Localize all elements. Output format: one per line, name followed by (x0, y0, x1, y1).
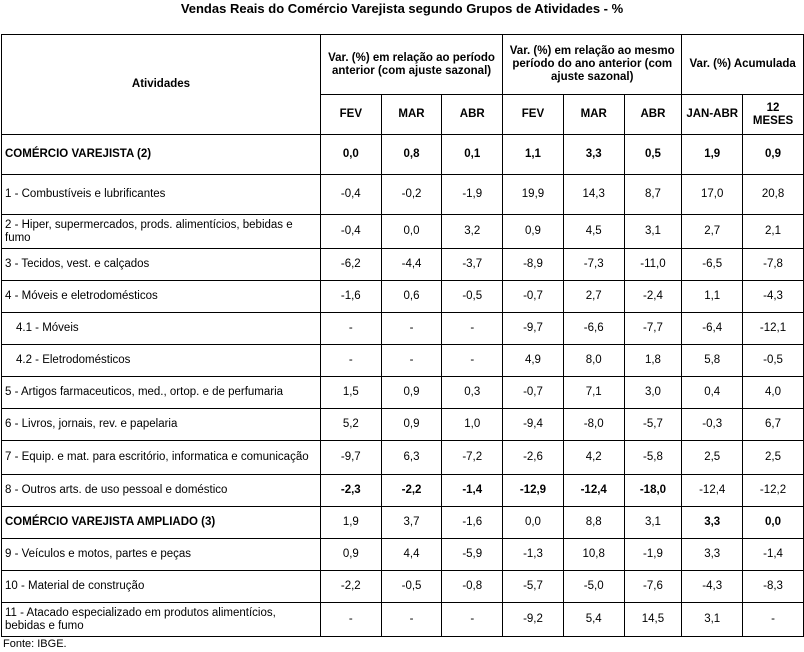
table-cell: 3,1 (682, 603, 743, 637)
table-cell: 0,0 (503, 507, 564, 539)
table-cell: 3,1 (624, 507, 682, 539)
table-cell: -0,7 (503, 281, 564, 313)
table-cell: 0,4 (682, 377, 743, 409)
header-group-previous-period: Var. (%) em relação ao período anterior (com ajuste sazonal) (320, 35, 502, 95)
table-cell: 5,4 (563, 603, 624, 637)
table-cell: -2,6 (503, 441, 564, 475)
table-cell: -2,3 (320, 475, 381, 507)
table-cell: -12,4 (682, 475, 743, 507)
table-row (2, 377, 804, 409)
table-cell: -1,6 (442, 507, 503, 539)
table-cell: -5,8 (624, 441, 682, 475)
table-cell: - (320, 345, 381, 377)
table-cell: -6,4 (682, 313, 743, 345)
row-label: 5 - Artigos farmaceuticos, med., ortop. e de perfumaria (2, 377, 321, 409)
header-col: MAR (563, 95, 624, 135)
table-cell: 17,0 (682, 175, 743, 215)
header-col: JAN-ABR (682, 95, 743, 135)
table-row (2, 249, 804, 281)
row-label: COMÉRCIO VAREJISTA (2) (2, 135, 321, 175)
row-label: 1 - Combustíveis e lubrificantes (2, 175, 321, 215)
table-cell: 0,9 (743, 135, 804, 175)
table-cell: - (442, 603, 503, 637)
table-cell: 0,0 (381, 215, 442, 249)
table-cell: 5,2 (320, 409, 381, 441)
table-cell: -0,4 (320, 215, 381, 249)
table-cell: 4,5 (563, 215, 624, 249)
table-cell: - (320, 313, 381, 345)
table-cell: 6,7 (743, 409, 804, 441)
table-cell: 2,1 (743, 215, 804, 249)
table-cell: -0,7 (503, 377, 564, 409)
table-cell: 4,0 (743, 377, 804, 409)
table-cell: - (743, 603, 804, 637)
table-cell: 0,0 (743, 507, 804, 539)
table-cell: -2,4 (624, 281, 682, 313)
row-label: 4.1 - Móveis (2, 313, 321, 345)
table-cell: - (442, 313, 503, 345)
table-row (2, 409, 804, 441)
table-cell: 0,9 (381, 409, 442, 441)
table-cell: - (381, 603, 442, 637)
row-label: 8 - Outros arts. de uso pessoal e doméstico (2, 475, 321, 507)
table-cell: -7,7 (624, 313, 682, 345)
table-cell: - (320, 603, 381, 637)
table-row (2, 175, 804, 215)
table-cell: 5,8 (682, 345, 743, 377)
table-cell: 0,6 (381, 281, 442, 313)
table-cell: -7,2 (442, 441, 503, 475)
table-cell: 3,2 (442, 215, 503, 249)
table-cell: 1,1 (682, 281, 743, 313)
table-cell: -1,4 (442, 475, 503, 507)
table-cell: 14,3 (563, 175, 624, 215)
table-cell: 8,7 (624, 175, 682, 215)
table-cell: -1,4 (743, 539, 804, 571)
header-col: FEV (320, 95, 381, 135)
table-cell: -9,7 (503, 313, 564, 345)
table-cell: -12,4 (563, 475, 624, 507)
table-cell: 7,1 (563, 377, 624, 409)
table-cell: -1,9 (442, 175, 503, 215)
table-cell: - (381, 345, 442, 377)
table-cell: -4,3 (682, 571, 743, 603)
table-cell: 3,1 (624, 215, 682, 249)
sales-table (1, 34, 804, 637)
table-cell: -0,5 (381, 571, 442, 603)
table-cell: 4,9 (503, 345, 564, 377)
table-cell: -5,7 (503, 571, 564, 603)
header-group-accumulated: Var. (%) Acumulada (682, 35, 804, 95)
table-cell: 0,3 (442, 377, 503, 409)
header-col: ABR (442, 95, 503, 135)
table-cell: 0,9 (320, 539, 381, 571)
table-row (2, 441, 804, 475)
table-row (2, 507, 804, 539)
table-row (2, 313, 804, 345)
table-row (2, 603, 804, 637)
table-cell: 0,0 (320, 135, 381, 175)
table-cell: -8,9 (503, 249, 564, 281)
source-note: Fonte: IBGE. (3, 638, 67, 650)
table-row (2, 135, 804, 175)
table-cell: 0,8 (381, 135, 442, 175)
table-cell: -1,6 (320, 281, 381, 313)
table-cell: 3,3 (563, 135, 624, 175)
table-row (2, 281, 804, 313)
table-cell: 1,5 (320, 377, 381, 409)
table-cell: - (442, 345, 503, 377)
table-cell: 20,8 (743, 175, 804, 215)
table-cell: -12,9 (503, 475, 564, 507)
header-col: ABR (624, 95, 682, 135)
row-label: 2 - Hiper, supermercados, prods. alimentícios, bebidas e fumo (2, 215, 321, 249)
header-atividades: Atividades (2, 35, 321, 135)
table-cell: -4,3 (743, 281, 804, 313)
table-cell: 2,7 (682, 215, 743, 249)
table-row (2, 475, 804, 507)
table-cell: 3,3 (682, 507, 743, 539)
header-col: FEV (503, 95, 564, 135)
table-cell: -3,7 (442, 249, 503, 281)
row-label: 9 - Veículos e motos, partes e peças (2, 539, 321, 571)
table-cell: 1,0 (442, 409, 503, 441)
table-cell: -0,5 (442, 281, 503, 313)
table-cell: 3,3 (682, 539, 743, 571)
table-cell: 8,0 (563, 345, 624, 377)
table-cell: 0,9 (381, 377, 442, 409)
table-cell: 6,3 (381, 441, 442, 475)
table-cell: 1,9 (682, 135, 743, 175)
table-title: Vendas Reais do Comércio Varejista segundo Grupos de Atividades - % (180, 1, 624, 16)
table-cell: -12,1 (743, 313, 804, 345)
table-cell: -6,5 (682, 249, 743, 281)
table-cell: 4,2 (563, 441, 624, 475)
table-cell: 2,5 (682, 441, 743, 475)
table-row (2, 345, 804, 377)
table-cell: -7,6 (624, 571, 682, 603)
table-cell: 1,1 (503, 135, 564, 175)
table-cell: -8,3 (743, 571, 804, 603)
table-cell: -6,2 (320, 249, 381, 281)
table-cell: -11,0 (624, 249, 682, 281)
table-cell: 10,8 (563, 539, 624, 571)
table-cell: -0,2 (381, 175, 442, 215)
table-cell: -4,4 (381, 249, 442, 281)
table-cell: 19,9 (503, 175, 564, 215)
table-cell: 2,7 (563, 281, 624, 313)
table-cell: 3,0 (624, 377, 682, 409)
table-cell: -5,9 (442, 539, 503, 571)
table-cell: -6,6 (563, 313, 624, 345)
table-cell: -0,5 (743, 345, 804, 377)
table-cell: 4,4 (381, 539, 442, 571)
table-cell: 0,5 (624, 135, 682, 175)
row-label: 7 - Equip. e mat. para escritório, informatica e comunicação (2, 441, 321, 475)
table-cell: - (381, 313, 442, 345)
table-cell: -9,7 (320, 441, 381, 475)
row-label: 3 - Tecidos, vest. e calçados (2, 249, 321, 281)
table-cell: 3,7 (381, 507, 442, 539)
table-cell: 0,9 (503, 215, 564, 249)
table-cell: -2,2 (381, 475, 442, 507)
header-col: MAR (381, 95, 442, 135)
row-label: 10 - Material de construção (2, 571, 321, 603)
table-cell: 8,8 (563, 507, 624, 539)
table-cell: -7,8 (743, 249, 804, 281)
table-cell: -8,0 (563, 409, 624, 441)
table-cell: 2,5 (743, 441, 804, 475)
table-cell: 14,5 (624, 603, 682, 637)
table-cell: -0,4 (320, 175, 381, 215)
table-cell: -1,3 (503, 539, 564, 571)
table-cell: -7,3 (563, 249, 624, 281)
row-label: COMÉRCIO VAREJISTA AMPLIADO (3) (2, 507, 321, 539)
row-label: 4.2 - Eletrodomésticos (2, 345, 321, 377)
table-cell: -12,2 (743, 475, 804, 507)
table-cell: 1,8 (624, 345, 682, 377)
table-cell: -9,2 (503, 603, 564, 637)
table-cell: -2,2 (320, 571, 381, 603)
table-cell: -9,4 (503, 409, 564, 441)
table-row (2, 539, 804, 571)
table-row (2, 571, 804, 603)
row-label: 4 - Móveis e eletrodomésticos (2, 281, 321, 313)
header-group-same-period: Var. (%) em relação ao mesmo período do ano anterior (com ajuste sazonal) (503, 35, 682, 95)
header-col: 12 MESES (743, 95, 804, 135)
table-cell: -0,3 (682, 409, 743, 441)
table-cell: -18,0 (624, 475, 682, 507)
row-label: 6 - Livros, jornais, rev. e papelaria (2, 409, 321, 441)
table-cell: 1,9 (320, 507, 381, 539)
table-cell: -5,0 (563, 571, 624, 603)
table-cell: 0,1 (442, 135, 503, 175)
table-cell: -5,7 (624, 409, 682, 441)
table-cell: -1,9 (624, 539, 682, 571)
table-row (2, 215, 804, 249)
row-label: 11 - Atacado especializado em produtos alimentícios, bebidas e fumo (2, 603, 321, 637)
table-cell: -0,8 (442, 571, 503, 603)
